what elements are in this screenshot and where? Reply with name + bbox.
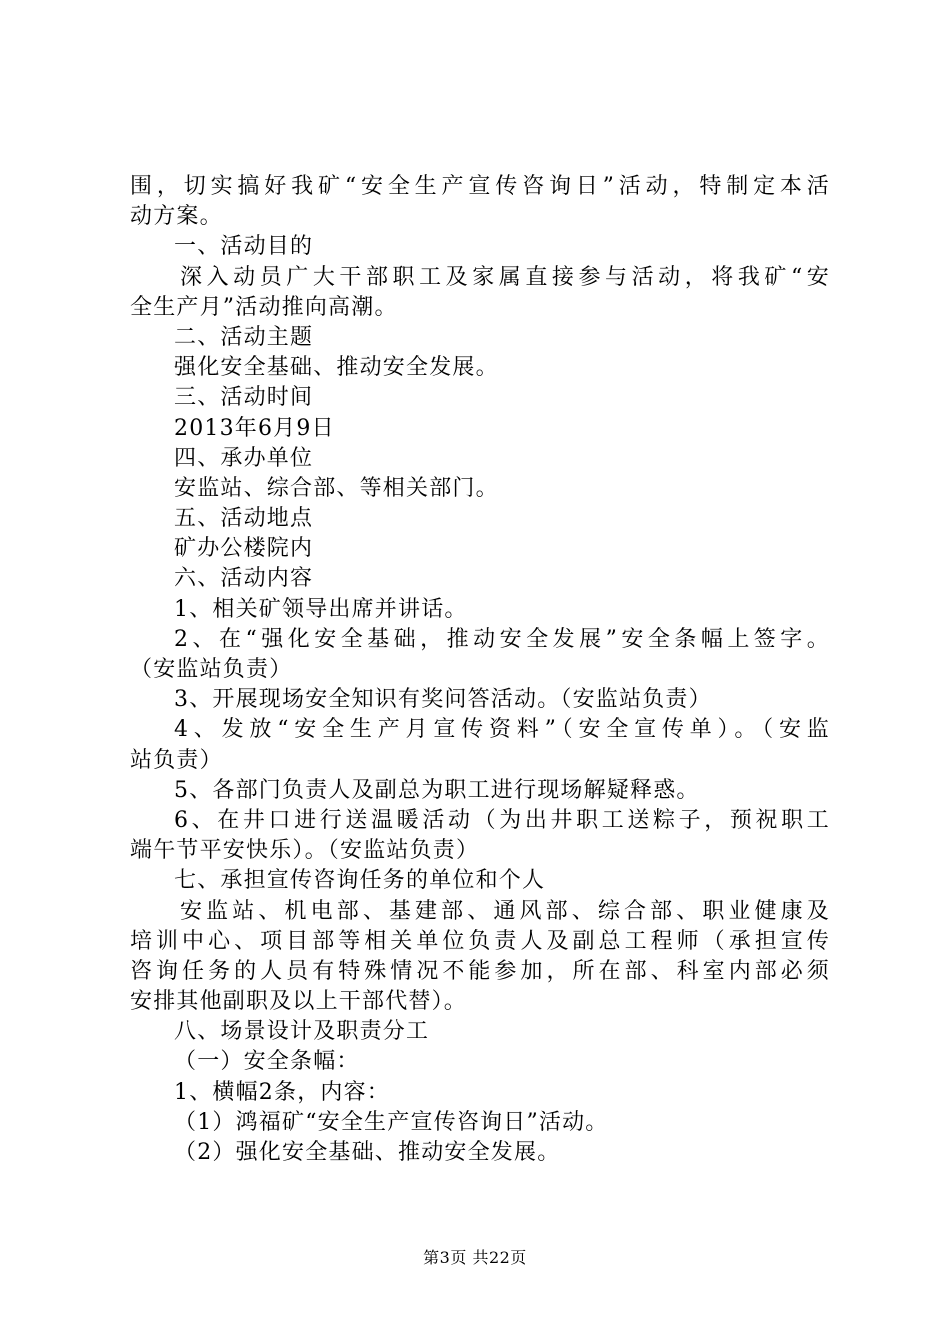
- text-line: 1、横幅2条，内容：: [174, 1079, 390, 1105]
- text-line: 八、场景设计及职责分工: [174, 1019, 430, 1045]
- document-body: [130, 172, 830, 1168]
- text-line: 培训中心、项目部等相关单位负责人及副总工程师（承担宣传: [130, 928, 830, 954]
- text-line: （2）强化安全基础、推动安全发展。: [174, 1140, 561, 1165]
- text-line: 安监站、机电部、基建部、通风部、综合部、职业健康及: [180, 898, 830, 924]
- text-line: 咨询任务的人员有特殊情况不能参加，所在部、科室内部必须: [130, 958, 830, 984]
- text-line: 安监站、综合部、等相关部门。: [174, 475, 499, 501]
- text-line: 3、开展现场安全知识有奖问答活动。（安监站负责）: [174, 687, 712, 713]
- text-line: 矿办公楼院内: [174, 536, 314, 562]
- text-line: 强化安全基础、推动安全发展。: [174, 355, 499, 381]
- text-line: 四、承办单位: [174, 445, 314, 471]
- text-line: 六、活动内容: [174, 566, 314, 592]
- text-line: 1、相关矿领导出席并讲话。: [174, 596, 468, 622]
- text-line: 七、承担宣传咨询任务的单位和个人: [174, 868, 546, 894]
- text-line: （一）安全条幅：: [174, 1049, 360, 1075]
- text-line: 5、各部门负责人及副总为职工进行现场解疑释惑。: [174, 777, 700, 803]
- page-footer: 第3页 共22页: [423, 1248, 527, 1267]
- text-line: 围，切实搞好我矿“安全生产宣传咨询日”活动，特制定本活: [130, 174, 830, 199]
- text-line: 深入动员广大干部职工及家属直接参与活动，将我矿“安: [180, 264, 830, 290]
- text-line: 4、发放“安全生产月宣传资料”（安全宣传单）。（安监: [174, 717, 830, 743]
- text-line: （安监站负责）: [130, 657, 293, 682]
- text-line: 2、在“强化安全基础，推动安全发展”安全条幅上签字。: [174, 626, 830, 652]
- text-line: 2013年6月9日: [174, 415, 335, 441]
- text-line: 二、活动主题: [174, 324, 314, 350]
- text-line: 6、在井口进行送温暖活动（为出井职工送粽子，预祝职工: [174, 807, 830, 833]
- text-line: 全生产月”活动推向高潮。: [130, 294, 398, 320]
- text-line: 动方案。: [130, 204, 223, 230]
- text-line: 站负责）: [130, 747, 223, 773]
- text-line: 五、活动地点: [174, 506, 314, 532]
- text-line: 端午节平安快乐）。（安监站负责）: [130, 838, 480, 864]
- text-line: 一、活动目的: [174, 234, 314, 260]
- text-line: 安排其他副职及以上干部代替）。: [130, 989, 468, 1015]
- text-line: （1）鸿福矿“安全生产宣传咨询日”活动。: [174, 1109, 609, 1135]
- text-line: 三、活动时间: [174, 385, 314, 411]
